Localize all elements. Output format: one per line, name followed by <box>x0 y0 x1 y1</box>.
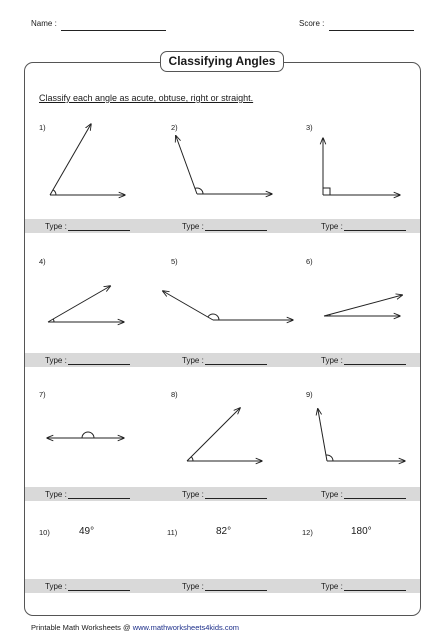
problem-number: 5) <box>171 257 178 266</box>
footer-prefix: Printable Math Worksheets @ <box>31 623 131 632</box>
type-field[interactable]: Type : <box>321 355 406 365</box>
type-field[interactable]: Type : <box>182 355 267 365</box>
type-field[interactable]: Type : <box>45 581 130 591</box>
angle-arc <box>53 190 56 195</box>
angle-figure <box>324 295 402 316</box>
problem-number: 9) <box>306 390 313 399</box>
footer-link[interactable]: www.mathworksheets4kids.com <box>132 623 239 632</box>
angle-figure <box>176 136 272 194</box>
angle-measure: 49° <box>79 526 95 537</box>
angle-figure <box>318 409 405 461</box>
type-field[interactable]: Type : <box>45 221 130 231</box>
problem-number: 7) <box>39 390 46 399</box>
angle-figure <box>187 408 262 461</box>
angle-figure <box>48 286 124 322</box>
footer <box>31 623 239 632</box>
type-field[interactable]: Type : <box>321 581 406 591</box>
angle-arc <box>208 314 219 320</box>
angle-ray <box>324 295 402 316</box>
problem-number: 1) <box>39 123 46 132</box>
angle-measure: 180° <box>351 526 372 537</box>
angle-ray <box>176 136 197 194</box>
worksheet-title: Classifying Angles <box>160 51 284 72</box>
problem-number: 3) <box>306 123 313 132</box>
name-label: Name : <box>31 19 57 28</box>
angle-ray <box>318 409 327 461</box>
angle-arc <box>82 432 94 438</box>
instructions: Classify each angle as acute, obtuse, right or straight. <box>39 93 254 103</box>
type-field[interactable]: Type : <box>182 489 267 499</box>
problem-number: 12) <box>302 528 313 537</box>
right-angle-mark <box>323 188 330 195</box>
angle-measure: 82° <box>216 526 232 537</box>
problem-number: 4) <box>39 257 46 266</box>
type-field[interactable]: Type : <box>45 355 130 365</box>
angle-ray <box>187 408 240 461</box>
angle-figure <box>163 291 293 320</box>
angle-figure <box>47 432 124 438</box>
angle-ray <box>163 291 213 320</box>
type-field[interactable]: Type : <box>321 489 406 499</box>
angle-ray <box>50 124 91 195</box>
type-field[interactable]: Type : <box>182 581 267 591</box>
type-field[interactable]: Type : <box>45 489 130 499</box>
angle-figure <box>50 124 125 195</box>
type-field[interactable]: Type : <box>182 221 267 231</box>
angle-arc <box>191 457 193 461</box>
score-label: Score : <box>299 19 325 28</box>
problem-number: 10) <box>39 528 50 537</box>
angle-ray <box>48 286 110 322</box>
problem-number: 8) <box>171 390 178 399</box>
problem-number: 2) <box>171 123 178 132</box>
type-field[interactable]: Type : <box>321 221 406 231</box>
problem-number: 6) <box>306 257 313 266</box>
angle-figure <box>323 138 400 195</box>
problem-number: 11) <box>167 528 178 537</box>
